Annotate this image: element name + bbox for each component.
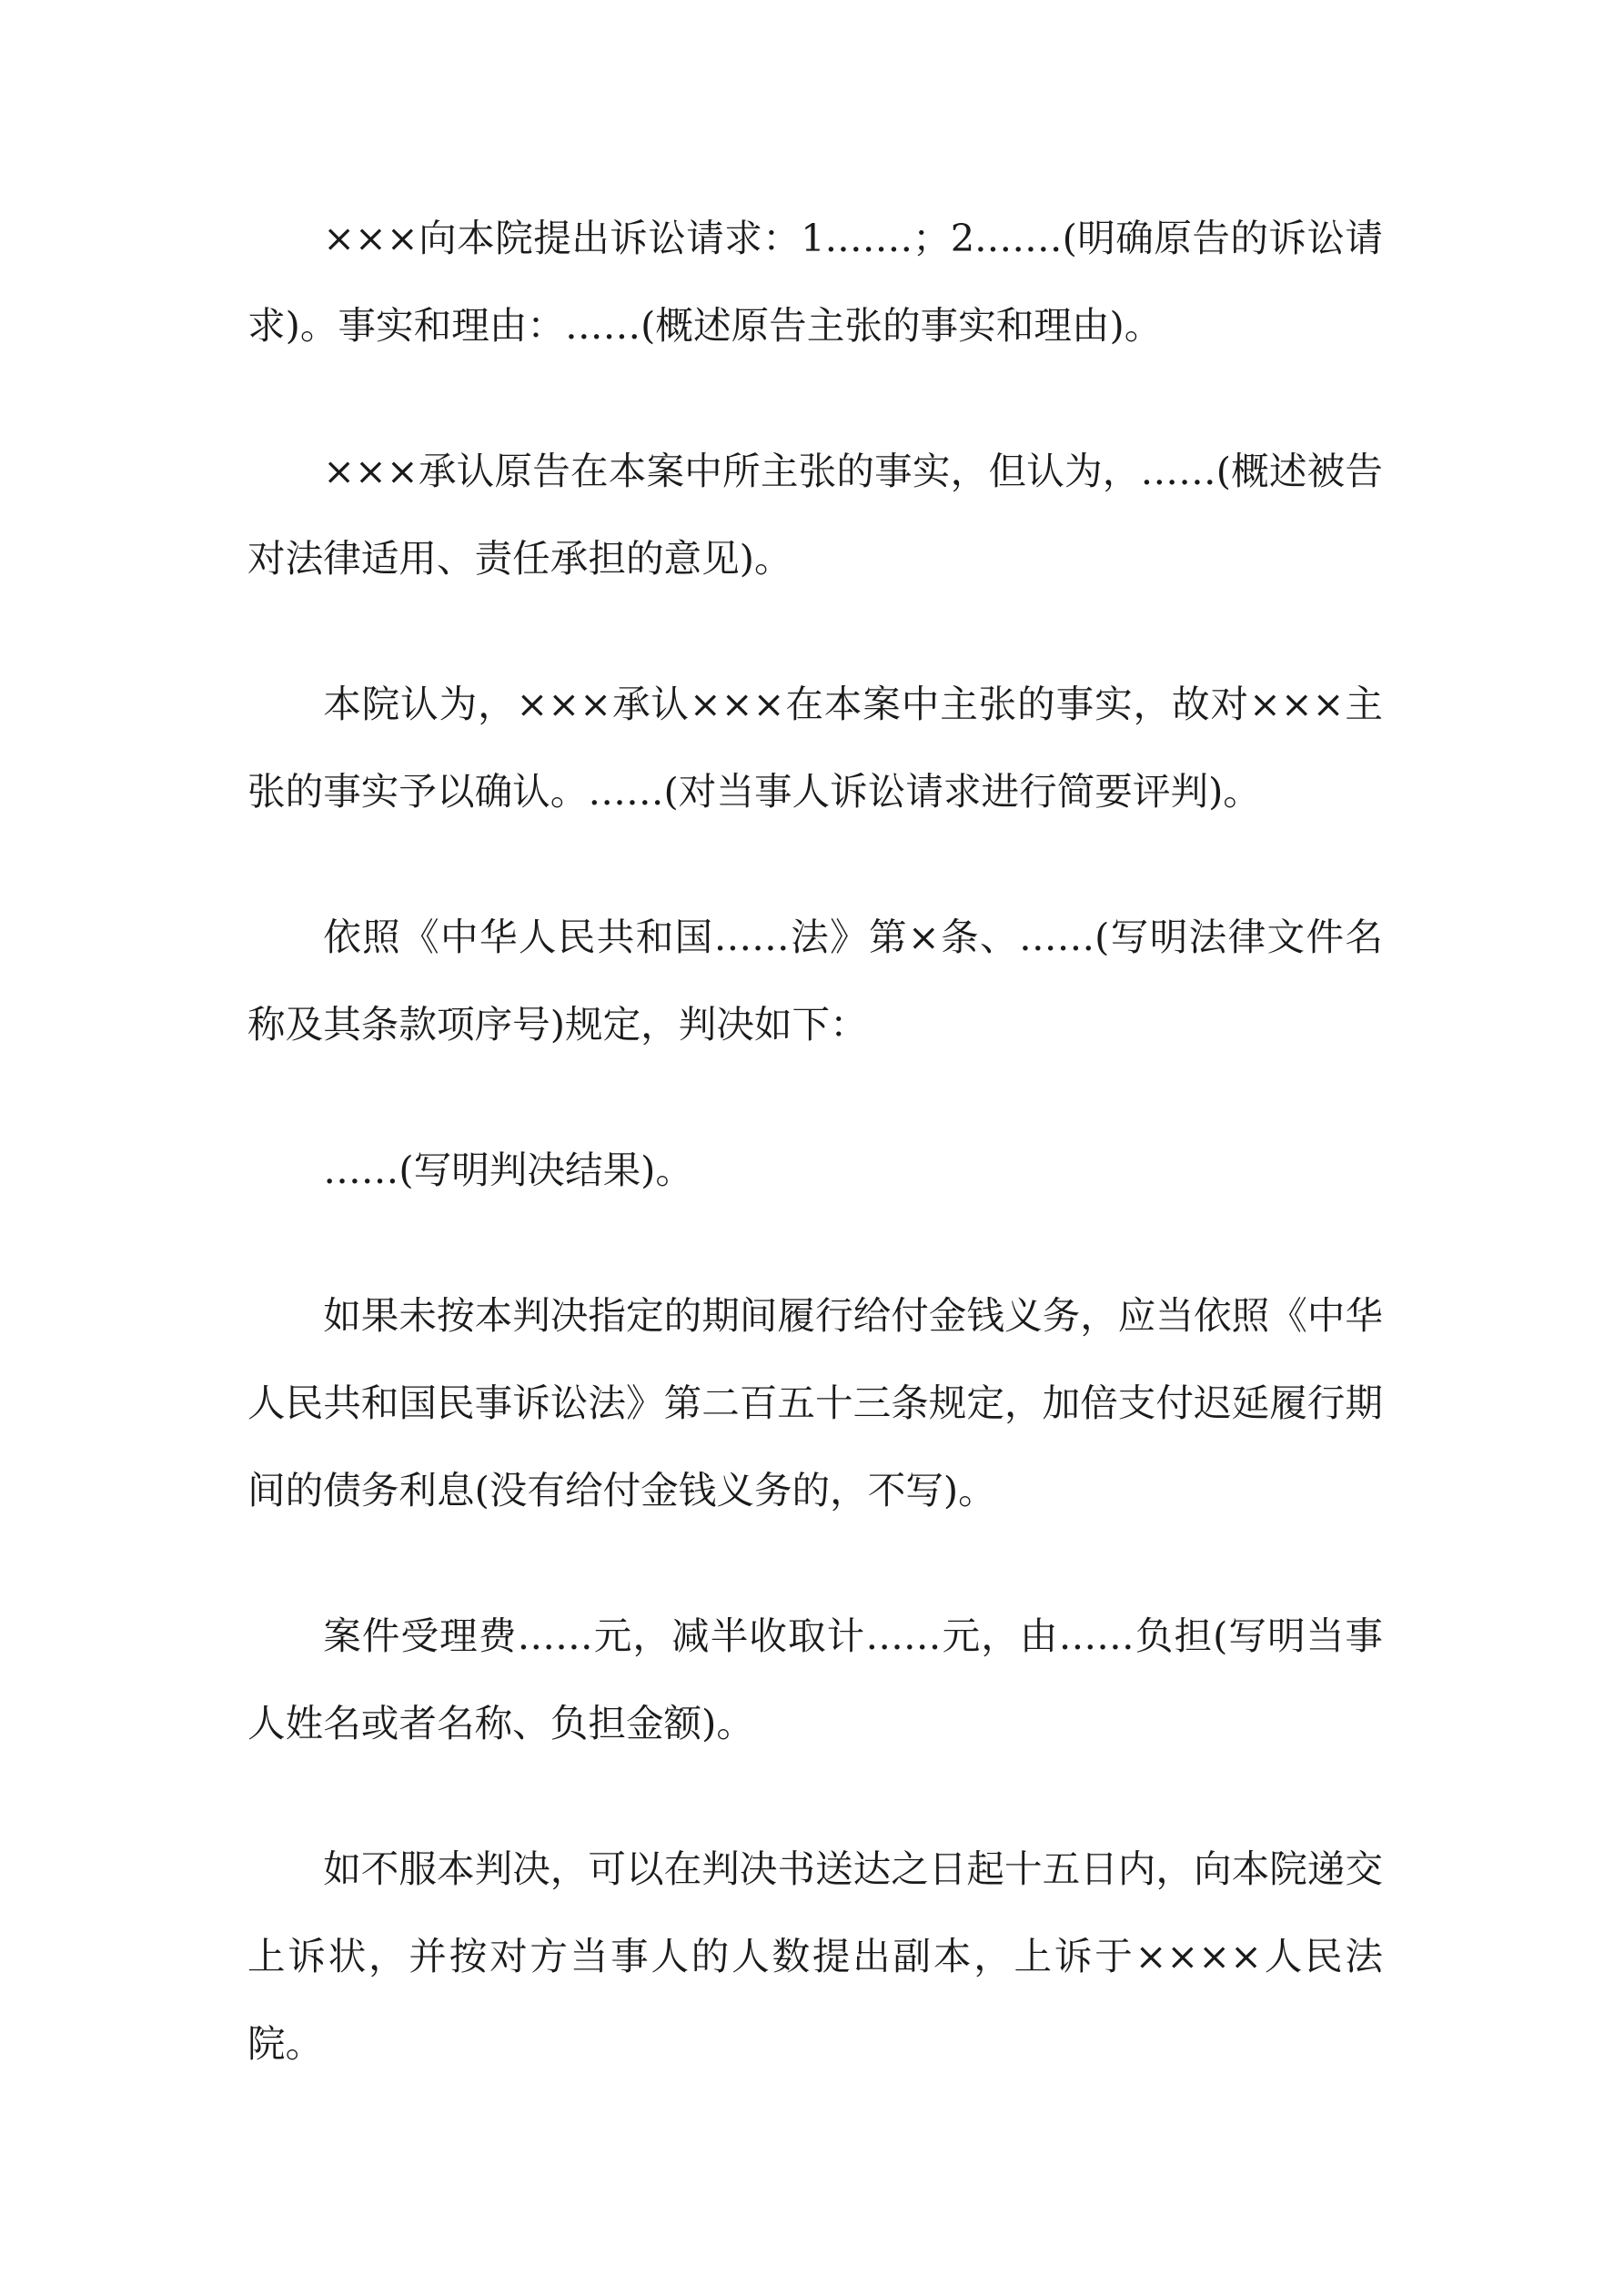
paragraph-case-fee: 案件受理费……元，减半收取计……元，由……负担(写明当事人姓名或者名称、负担金额)。 — [247, 1613, 1383, 1745]
paragraph-legal-basis: 依照《中华人民共和国……法》第×条、……(写明法律文件名称及其条款项序号)规定，判决如下： — [247, 915, 1383, 1047]
paragraph-court-opinion: 本院认为，×××承认×××在本案中主张的事实，故对×××主张的事实予以确认。……(对当事人诉讼请求进行简要评判)。 — [247, 682, 1383, 814]
paragraph-late-payment: 如果未按本判决指定的期间履行给付金钱义务，应当依照《中华人民共和国民事诉讼法》第二百五十三条规定，加倍支付迟延履行期间的债务利息(没有给付金钱义务的，不写)。 — [247, 1293, 1383, 1512]
paragraph-judgment-result: ……(写明判决结果)。 — [323, 1148, 693, 1192]
paragraph-defense: ×××承认原告在本案中所主张的事实，但认为，……(概述被告对法律适用、责任承担的意见)。 — [247, 449, 1383, 581]
judgment-body — [247, 195, 1383, 2088]
paragraph-claims: ×××向本院提出诉讼请求：1.……；2.……(明确原告的诉讼请求)。事实和理由：……(概述原告主张的事实和理由)。 — [247, 216, 1383, 348]
paragraph-appeal: 如不服本判决，可以在判决书送达之日起十五日内，向本院递交上诉状，并按对方当事人的人数提出副本，上诉于××××人民法院。 — [247, 1846, 1383, 2066]
